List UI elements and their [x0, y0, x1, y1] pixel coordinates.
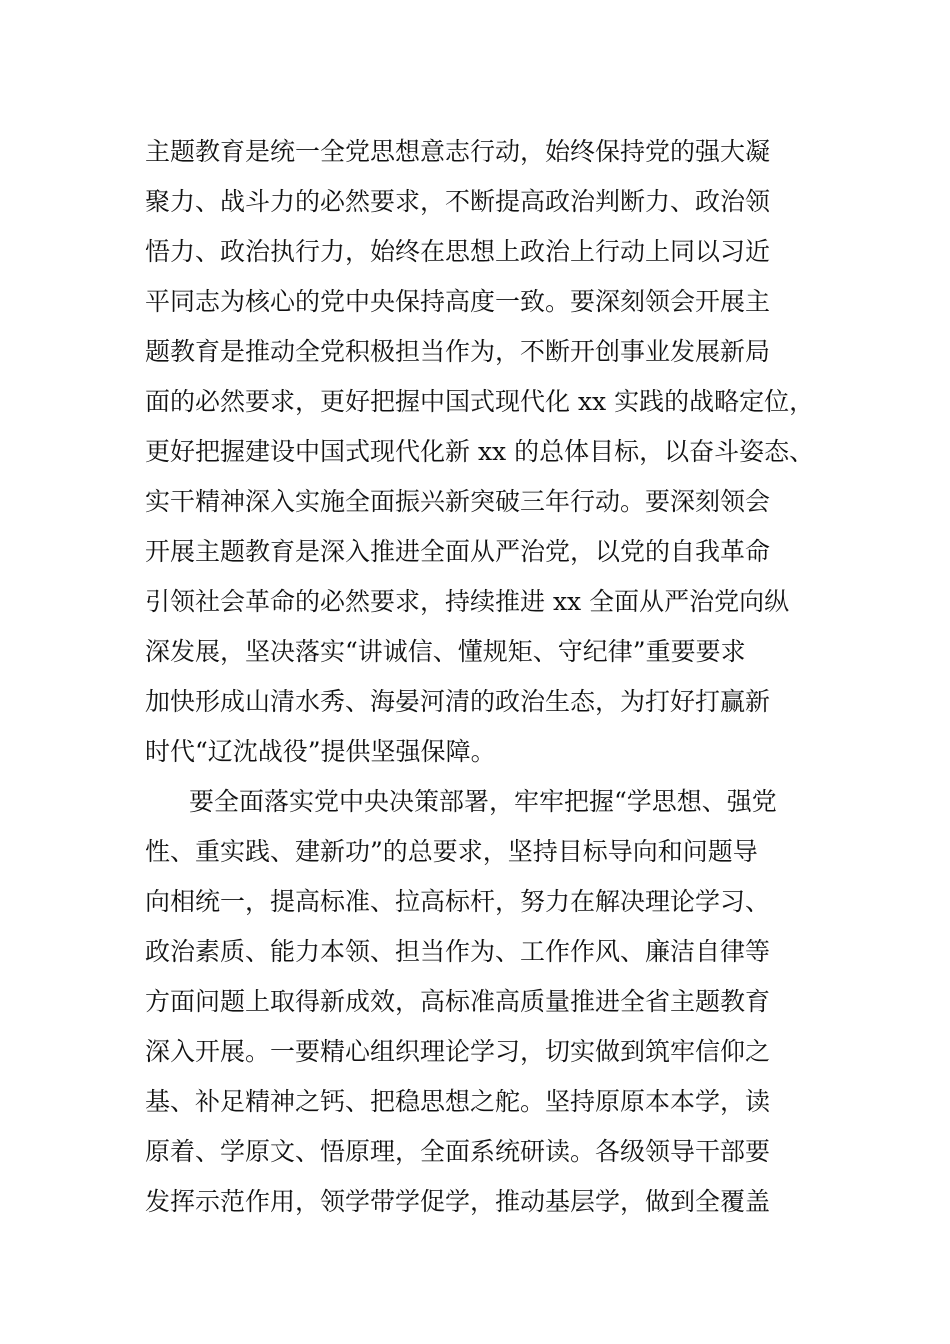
text-line: 原着、学原文、悟原理，全面系统研读。各级领导干部要	[145, 1137, 771, 1166]
text-line: 引领社会革命的必然要求，持续推进 xx 全面从严治党向纵	[145, 587, 790, 616]
text-line: 向相统一，提高标准、拉高标杆，努力在解决理论学习、	[145, 887, 771, 916]
text-line: 政治素质、能力本领、担当作为、工作作风、廉洁自律等	[145, 937, 771, 966]
text-line: 实干精神深入实施全面振兴新突破三年行动。要深刻领会	[145, 487, 771, 516]
text-line: 主题教育是统一全党思想意志行动，始终保持党的强大凝	[145, 137, 771, 166]
text-line: 面的必然要求，更好把握中国式现代化 xx 实践的战略定位，	[145, 387, 815, 416]
paragraph-start-line: 要全面落实党中央决策部署，牢牢把握“学思想、强党	[189, 787, 777, 816]
text-line: 题教育是推动全党积极担当作为，不断开创事业发展新局	[145, 337, 771, 366]
text-line: 发挥示范作用，领学带学促学，推动基层学，做到全覆盖	[145, 1187, 771, 1216]
text-line: 基、补足精神之钙、把稳思想之舵。坚持原原本本学，读	[145, 1087, 771, 1116]
text-line: 悟力、政治执行力，始终在思想上政治上行动上同以习近	[145, 237, 771, 266]
text-line: 时代“辽沈战役”提供坚强保障。	[145, 737, 496, 766]
text-line: 深入开展。一要精心组织理论学习，切实做到筑牢信仰之	[145, 1037, 771, 1066]
text-line: 方面问题上取得新成效，高标准高质量推进全省主题教育	[145, 987, 771, 1016]
text-line: 性、重实践、建新功”的总要求，坚持目标导向和问题导	[145, 837, 758, 866]
text-line: 聚力、战斗力的必然要求，不断提高政治判断力、政治领	[145, 187, 771, 216]
text-line: 开展主题教育是深入推进全面从严治党，以党的自我革命	[145, 537, 771, 566]
text-line: 加快形成山清水秀、海晏河清的政治生态，为打好打赢新	[145, 687, 771, 716]
text-line: 更好把握建设中国式现代化新 xx 的总体目标，以奋斗姿态、	[145, 437, 815, 466]
text-line: 深发展，坚决落实“讲诚信、懂规矩、守纪律”重要要求	[145, 637, 746, 666]
text-line: 平同志为核心的党中央保持高度一致。要深刻领会开展主	[145, 287, 771, 316]
body-text	[145, 127, 835, 1227]
